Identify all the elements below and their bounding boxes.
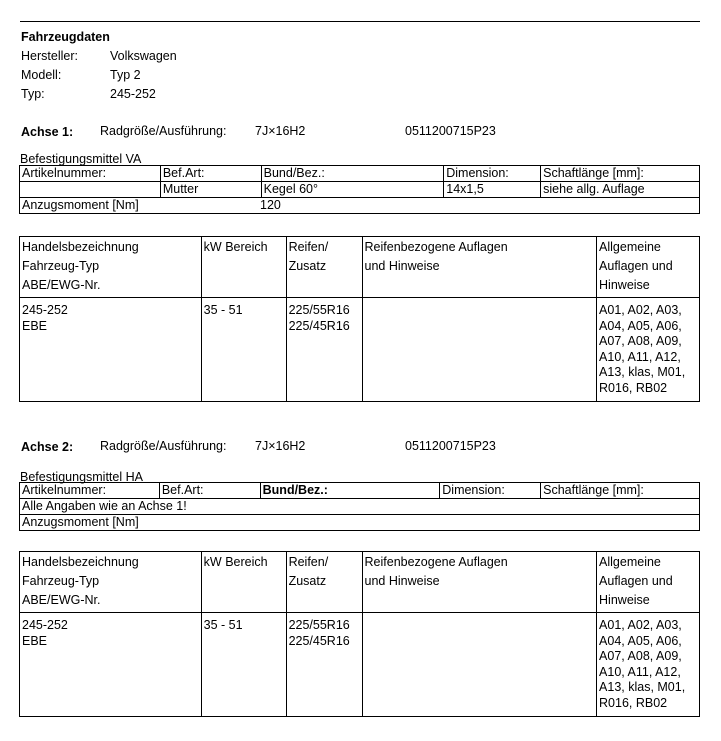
th-line: Reifen/ <box>288 240 329 254</box>
th-line: Reifen/ <box>288 555 329 569</box>
achse2-code: 0511200715P23 <box>405 439 496 453</box>
td-reifenbezogen <box>362 613 597 717</box>
td-line: 245-252 <box>22 303 68 317</box>
td-line: R016, RB02 <box>599 695 668 710</box>
th-line: Allgemeine <box>599 240 661 254</box>
achse2-befestigung-table <box>19 482 700 531</box>
val-artikelnummer <box>20 182 161 198</box>
th-line: Handelsbezeichnung <box>22 240 139 254</box>
td-line: A07, A08, A09, <box>599 649 682 663</box>
th-line: Allgemeine <box>599 555 661 569</box>
hersteller-value: Volkswagen <box>110 49 177 63</box>
achse1-befestigung-caption: Befestigungsmittel VA <box>20 152 142 166</box>
td-allgemeine <box>597 298 700 402</box>
col-schaftlaenge: Schaftlänge [mm]: <box>541 166 700 182</box>
td-reifenbezogen <box>362 298 597 402</box>
col-bund: Bund/Bez.: <box>261 166 444 182</box>
td-line: 245-252 <box>22 618 68 632</box>
th-reifen <box>286 237 362 298</box>
td-line: A07, A08, A09, <box>599 334 682 348</box>
th-line: Zusatz <box>288 574 327 588</box>
th-line: Auflagen und <box>599 259 673 273</box>
col-befart: Bef.Art: <box>159 483 260 499</box>
col-artikelnummer: Artikelnummer: <box>20 483 160 499</box>
th-line: Hinweise <box>599 593 650 607</box>
td-line: EBE <box>22 318 48 333</box>
col-dimension: Dimension: <box>444 166 541 182</box>
td-line: EBE <box>22 633 48 648</box>
achse2-size: 7J×16H2 <box>255 439 306 453</box>
anzug-label: Anzugsmoment [Nm] <box>22 198 139 212</box>
td-allgemeine <box>597 613 700 717</box>
th-line: ABE/EWG-Nr. <box>22 278 101 292</box>
anzug-value: 120 <box>260 198 281 212</box>
achse2-reifen-table <box>19 551 700 717</box>
col-artikelnummer: Artikelnummer: <box>20 166 161 182</box>
th-line: Hinweise <box>599 278 650 292</box>
th-line: Fahrzeug-Typ <box>22 574 100 588</box>
th-allgemeine <box>597 237 700 298</box>
anzug-label: Anzugsmoment [Nm] <box>20 515 700 531</box>
all-same-note: Alle Angaben wie an Achse 1! <box>20 499 700 515</box>
modell-label: Modell: <box>21 68 62 82</box>
td-line: A10, A11, A12, <box>599 349 681 364</box>
col-dimension: Dimension: <box>440 483 541 499</box>
achse1-code: 0511200715P23 <box>405 124 496 138</box>
th-line: und Hinweise <box>364 259 440 273</box>
th-handelsbezeichnung <box>20 237 202 298</box>
achse1-size: 7J×16H2 <box>255 124 306 138</box>
td-handelsbezeichnung <box>20 613 202 717</box>
td-line: A04, A05, A06, <box>599 633 682 648</box>
th-line: ABE/EWG-Nr. <box>22 593 101 607</box>
td-line: A13, klas, M01, <box>599 680 686 694</box>
th-line: und Hinweise <box>364 574 440 588</box>
td-line: 225/45R16 <box>288 318 350 333</box>
td-kw: 35 - 51 <box>201 298 286 402</box>
th-line: Zusatz <box>288 259 327 273</box>
td-reifen <box>286 298 362 402</box>
td-line: 225/55R16 <box>288 618 350 632</box>
val-dimension: 14x1,5 <box>444 182 541 198</box>
th-reifen <box>286 552 362 613</box>
achse1-title: Achse 1: <box>21 125 74 139</box>
td-line: A04, A05, A06, <box>599 318 682 333</box>
th-line: Handelsbezeichnung <box>22 555 139 569</box>
td-line: A13, klas, M01, <box>599 365 686 379</box>
col-schaftlaenge: Schaftlänge [mm]: <box>541 483 700 499</box>
typ-label: Typ: <box>21 87 45 101</box>
modell-value: Typ 2 <box>110 68 141 82</box>
td-handelsbezeichnung <box>20 298 202 402</box>
val-schaftlaenge: siehe allg. Auflage <box>541 182 700 198</box>
col-bund <box>260 483 440 499</box>
val-bund: Kegel 60° <box>261 182 444 198</box>
td-line: 225/55R16 <box>288 303 350 317</box>
td-line: A10, A11, A12, <box>599 664 681 679</box>
top-rule <box>20 21 700 22</box>
typ-value: 245-252 <box>110 87 156 101</box>
th-line: Fahrzeug-Typ <box>22 259 100 273</box>
td-reifen <box>286 613 362 717</box>
achse2-befestigung-caption: Befestigungsmittel HA <box>20 470 143 484</box>
td-line: 225/45R16 <box>288 633 350 648</box>
th-line: Auflagen und <box>599 574 673 588</box>
th-reifenbezogen <box>362 237 597 298</box>
col-bund-text: Bund/Bez.: <box>262 483 328 497</box>
page-title: Fahrzeugdaten <box>21 30 110 44</box>
col-befart: Bef.Art: <box>160 166 261 182</box>
th-handelsbezeichnung <box>20 552 202 613</box>
td-line: A01, A02, A03, <box>599 303 682 317</box>
th-line: Reifenbezogene Auflagen <box>364 555 508 569</box>
td-line: A01, A02, A03, <box>599 618 682 632</box>
th-reifenbezogen <box>362 552 597 613</box>
td-line: R016, RB02 <box>599 380 668 395</box>
td-kw: 35 - 51 <box>201 613 286 717</box>
th-kw: kW Bereich <box>201 237 286 298</box>
achse1-reifen-table <box>19 236 700 402</box>
th-allgemeine <box>597 552 700 613</box>
achse1-befestigung-table <box>19 165 700 214</box>
anzug-row <box>20 198 700 214</box>
val-befart: Mutter <box>160 182 261 198</box>
achse2-title: Achse 2: <box>21 440 74 454</box>
achse1-radgroesse-label: Radgröße/Ausführung: <box>100 124 227 138</box>
hersteller-label: Hersteller: <box>21 49 78 63</box>
th-line: Reifenbezogene Auflagen <box>364 240 508 254</box>
th-kw: kW Bereich <box>201 552 286 613</box>
achse2-radgroesse-label: Radgröße/Ausführung: <box>100 439 227 453</box>
